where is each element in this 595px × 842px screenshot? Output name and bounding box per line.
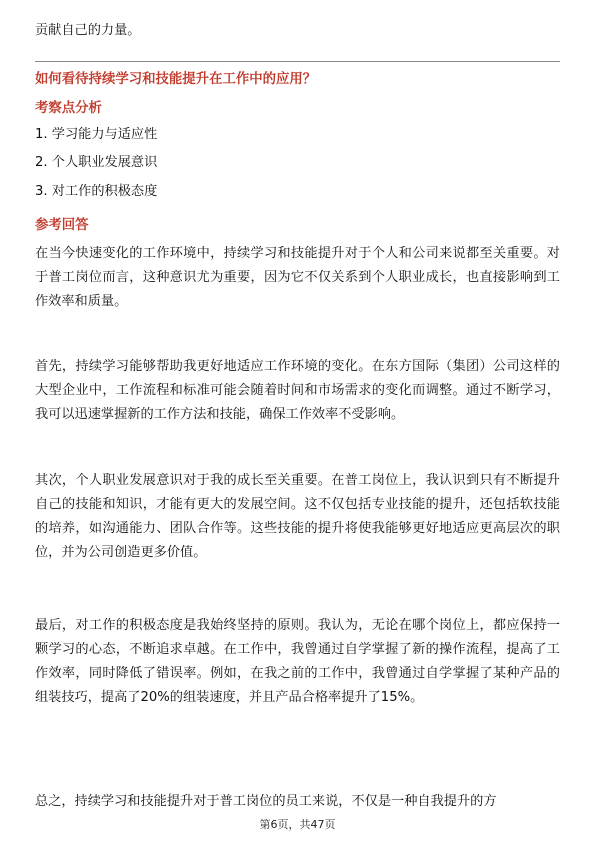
- section-divider: [35, 61, 560, 62]
- answer-paragraph: 最后，对工作的积极态度是我始终坚持的原则。我认为，无论在哪个岗位上，都应保持一颗学习的心态，不断追求卓越。在工作中，我曾通过自学掌握了新的操作流程，提高了工作效率，同时降低了错误率。例如，在我之前的工作中，我曾通过自学掌握了某种产品的组装技巧，提高了20%的组装速度，并且产品合格率提升了15%。: [35, 618, 560, 705]
- question-title: 如何看待持续学习和技能提升在工作中的应用？: [35, 72, 317, 87]
- answer-paragraph: 其次，个人职业发展意识对于我的成长至关重要。在普工岗位上，我认识到只有不断提升自己的技能和知识，才能有更大的发展空间。这不仅包括专业技能的提升，还包括软技能的培养，如沟通能力、团队合作等。这些技能的提升将使我能够更好地适应更高层次的职位，并为公司创造更多价值。: [35, 473, 560, 560]
- answer-heading: 参考回答: [35, 218, 89, 233]
- answer-paragraph: 总之，持续学习和技能提升对于普工岗位的员工来说，不仅是一种自我提升的方: [35, 794, 497, 809]
- answer-paragraph: 在当今快速变化的工作环境中，持续学习和技能提升对于个人和公司来说都至关重要。对于普工岗位而言，这种意识尤为重要，因为它不仅关系到个人职业成长，也直接影响到工作效率和质量。: [35, 246, 560, 309]
- analysis-point: 2. 个人职业发展意识: [35, 155, 158, 170]
- analysis-point: 3. 对工作的积极态度: [35, 184, 158, 199]
- intro-fragment: 贡献自己的力量。: [35, 23, 141, 38]
- page-number: 第6页，共47页: [259, 818, 336, 831]
- analysis-heading: 考察点分析: [35, 101, 102, 116]
- analysis-point: 1. 学习能力与适应性: [35, 127, 158, 142]
- answer-paragraph: 首先，持续学习能够帮助我更好地适应工作环境的变化。在东方国际（集团）公司这样的大型企业中，工作流程和标准可能会随着时间和市场需求的变化而调整。通过不断学习，我可以迅速掌握新的工作方法和技能，确保工作效率不受影响。: [35, 359, 560, 422]
